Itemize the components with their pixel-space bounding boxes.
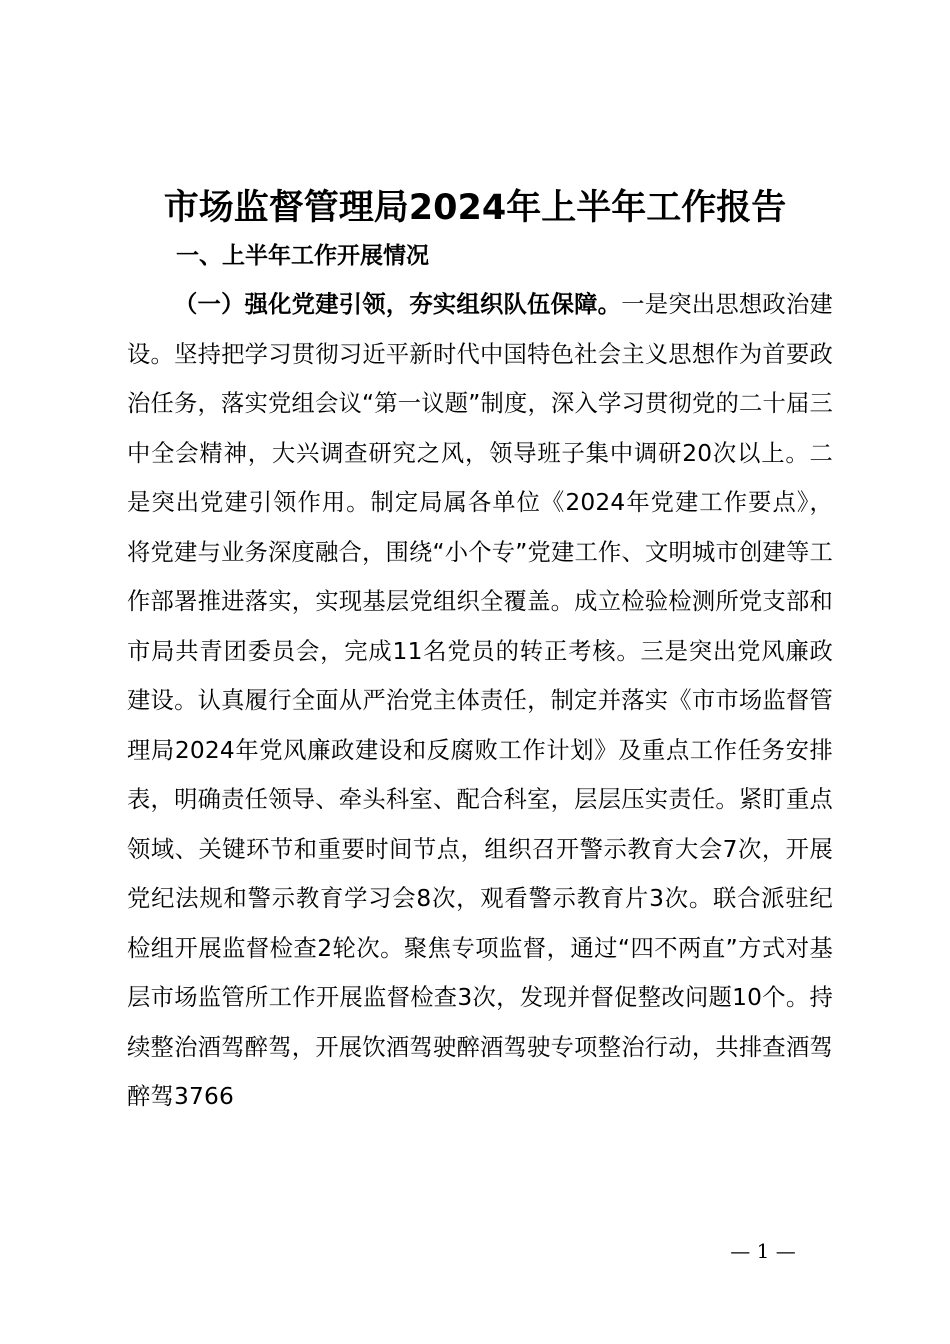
- page-number: — 1 —: [730, 1239, 796, 1263]
- paragraph-body: 一是突出思想政治建设。坚持把学习贯彻习近平新时代中国特色社会主义思想作为首要政治任务，落实党组会议“第一议题”制度，深入学习贯彻党的二十届三中全会精神，大兴调查研究之风，领导班子集中调研20次以上。二是突出党建引领作用。制定局属各单位《2024年党建工作要点》，将党建与业务深度融合，围绕“小个专”党建工作、文明城市创建等工作部署推进落实，实现基层党组织全覆盖。成立检验检测所党支部和市局共青团委员会，完成11名党员的转正考核。三是突出党风廉政建设。认真履行全面从严治党主体责任，制定并落实《市市场监督管理局2024年党风廉政建设和反腐败工作计划》及重点工作任务安排表，明确责任领导、牵头科室、配合科室，层层压实责任。紧盯重点领域、关键环节和重要时间节点，组织召开警示教育大会7次，开展党纪法规和警示教育学习会8次，观看警示教育片3次。联合派驻纪检组开展监督检查2轮次。聚焦专项监督，通过“四不两直”方式对基层市场监管所工作开展监督检查3次，发现并督促整改问题10个。持续整治酒驾醉驾，开展饮酒驾驶醉酒驾驶专项整治行动，共排查酒驾醉驾3766: [127, 291, 833, 1110]
- document-title: 市场监督管理局2024年上半年工作报告: [163, 188, 787, 228]
- paragraph-lead: （一）强化党建引领，夯实组织队伍保障。: [174, 291, 622, 318]
- paragraph: [127, 280, 833, 1122]
- section-heading: 一、上半年工作开展情况: [176, 243, 429, 269]
